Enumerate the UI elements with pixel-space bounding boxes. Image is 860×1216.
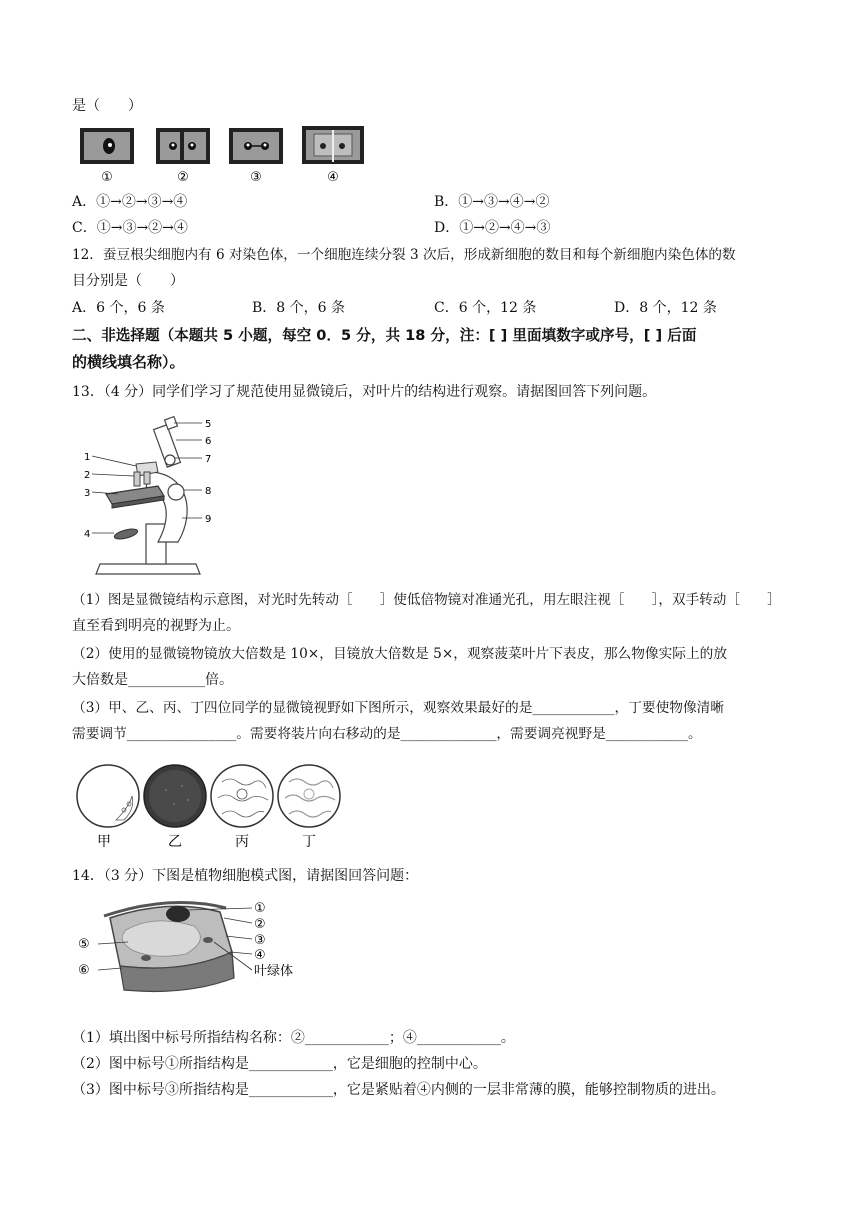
cell-struct-label-2: ②	[254, 917, 266, 932]
q11-option-c: C．①→③→②→④	[72, 220, 188, 236]
q11-stem-tail: 是（ ）	[72, 98, 142, 114]
cell-stage-2	[158, 130, 208, 162]
q14-part3: （3）图中标号③所指结构是____________，它是紧贴着④内侧的一层非常薄的膜，能够控制物质的进出。	[72, 1082, 725, 1098]
view-ding	[278, 765, 340, 827]
cell-struct-label-5: ⑤	[78, 937, 90, 952]
cell-struct-label-3: ③	[254, 933, 266, 948]
q13-part2-line1: （2）使用的显微镜物镜放大倍数是 10×，目镜放大倍数是 5×，观察菠菜叶片下表皮，那么物像实际上的放	[72, 646, 728, 662]
plant-cell-diagram	[74, 896, 314, 996]
microscope-label-2: 2	[84, 470, 91, 481]
microscope-label-5: 5	[205, 419, 212, 430]
q14-part1: （1）填出图中标号所指结构名称：②____________；④____________。	[72, 1030, 515, 1046]
view-label-yi: 乙	[168, 834, 182, 850]
microscope-label-9: 9	[205, 514, 212, 525]
view-jia	[77, 765, 139, 827]
cell-struct-label-1: ①	[254, 901, 266, 916]
microscope-label-1: 1	[84, 452, 91, 463]
cell-division-figure	[76, 124, 376, 184]
view-yi	[144, 765, 206, 827]
q13-part3-line1: （3）甲、乙、丙、丁四位同学的显微镜视野如下图所示，观察效果最好的是____________，丁要使物像清晰	[72, 700, 725, 716]
q11-option-a: A．①→②→③→④	[72, 194, 188, 210]
microscope-label-7: 7	[205, 454, 212, 465]
section2-heading-line1: 二、非选择题（本题共 5 小题，每空 0．5 分，共 18 分，注：[ ] 里面填数字或序号，[ ] 后面	[72, 327, 697, 344]
cell-struct-label-4: ④	[254, 948, 266, 963]
q14-part2: （2）图中标号①所指结构是____________，它是细胞的控制中心。	[72, 1056, 487, 1072]
q12-option-c: C．6 个，12 条	[434, 300, 537, 316]
microscope-views-figure	[74, 760, 354, 852]
q11-option-d: D．①→②→④→③	[434, 220, 551, 236]
cell-label-2: ②	[177, 170, 189, 184]
cell-stage-4	[304, 128, 362, 162]
microscope-label-4: 4	[84, 529, 91, 540]
cell-stage-1	[82, 130, 132, 162]
q13-part1-line2: 直至看到明亮的视野为止。	[72, 618, 240, 634]
cell-label-1: ①	[101, 170, 113, 184]
view-label-ding: 丁	[302, 834, 316, 850]
view-label-bing: 丙	[235, 834, 249, 850]
q13-stem: 13．（4 分）同学们学习了规范使用显微镜后，对叶片的结构进行观察。请据图回答下列问题。	[72, 384, 657, 400]
q13-part3-line2: 需要调节________________。需要将装片向右移动的是______________，需要调亮视野是____________。	[72, 726, 702, 742]
cell-struct-label-6: ⑥	[78, 963, 90, 978]
microscope-label-8: 8	[205, 486, 212, 497]
q11-option-b: B．①→③→④→②	[434, 194, 550, 210]
view-label-jia: 甲	[97, 834, 111, 850]
q14-stem: 14．（3 分）下图是植物细胞模式图，请据图回答问题：	[72, 868, 419, 884]
q12-option-a: A．6 个，6 条	[72, 300, 165, 316]
q12-stem-line1: 12．蚕豆根尖细胞内有 6 对染色体，一个细胞连续分裂 3 次后，形成新细胞的数目和每个新细胞内染色体的数	[72, 247, 736, 263]
section2-heading-line2: 的横线填名称）。	[72, 353, 185, 371]
q12-option-d: D．8 个，12 条	[614, 300, 717, 316]
q13-part2-line2: 大倍数是___________倍。	[72, 672, 233, 688]
view-bing	[211, 765, 273, 827]
cell-label-4: ④	[327, 170, 339, 184]
cell-stage-3	[231, 130, 281, 162]
cell-label-3: ③	[250, 170, 262, 184]
q12-stem-line2: 目分别是（ ）	[72, 273, 184, 289]
microscope-diagram	[78, 412, 238, 578]
q12-option-b: B．8 个，6 条	[252, 300, 346, 316]
microscope-label-6: 6	[205, 436, 212, 447]
microscope-label-3: 3	[84, 488, 91, 499]
q13-part1-line1: （1）图是显微镜结构示意图，对光时先转动［ ］使低倍物镜对准通光孔，用左眼注视［ ］，双手转动［ ］	[72, 592, 781, 608]
cell-struct-label-chloroplast: 叶绿体	[254, 964, 294, 979]
